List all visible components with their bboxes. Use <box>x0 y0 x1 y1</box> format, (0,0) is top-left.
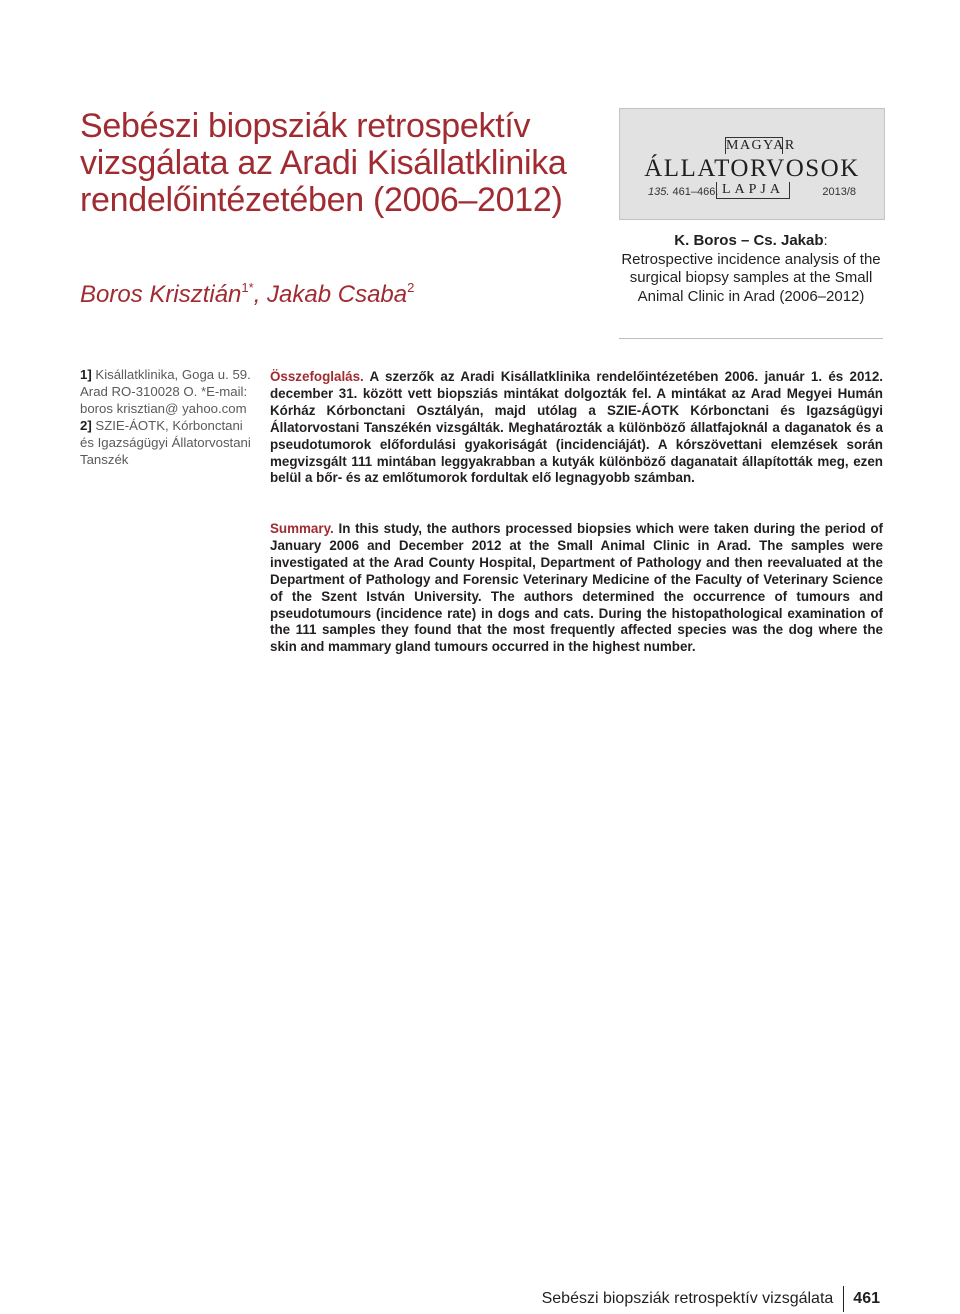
author-line <box>80 280 414 310</box>
journal-volume-pages <box>648 186 718 198</box>
journal-volume: 135. <box>648 186 670 198</box>
abstract-hungarian <box>270 369 883 487</box>
header-divider <box>619 338 883 339</box>
author-1-name: Boros Krisztián <box>80 281 242 308</box>
journal-logo-box <box>619 108 885 220</box>
affiliation-2-text: SZIE-ÁOTK, Kórbonctani és Igazságügyi Állatorvostani Tanszék <box>80 418 251 467</box>
journal-name-top: MAGYAR <box>726 138 796 153</box>
footer-divider <box>843 1286 844 1312</box>
article-title: Sebészi biopsziák retrospektív vizsgálata az Aradi Kisállatklinika rendelőintézetében (2006–2012) <box>80 107 567 219</box>
author-1-affiliation-mark: 1* <box>241 280 254 295</box>
journal-name-main: ÁLLATORVOSOK <box>644 155 860 182</box>
affiliation-1-number: 1] <box>80 367 92 382</box>
running-title: Sebészi biopsziák retrospektív vizsgálata <box>541 1290 834 1307</box>
abstract-english-text: In this study, the authors processed biopsies which were taken during the period of January 2006 and December 2012 at the Small Animal Clinic in Arad. The samples were investigated at the Arad County Hospital, Department of Pathology and then reevaluated at the Department of Pathology and Forensic Veterinary Medicine of the Faculty of Veterinary Science of the Szent István University. The authors determined the occurrence of tumours and pseudotumours (incidence rate) in dogs and cats. During the histopathological examination of the 111 samples they found that the most frequently affected species was the dog where the skin and mammary gland tumours occurred in the highest number. <box>270 521 883 655</box>
journal-name-bottom: LAPJA <box>716 182 790 199</box>
author-2-affiliation-mark: 2 <box>407 280 415 295</box>
affiliations <box>80 366 260 468</box>
abstract-english <box>270 521 883 656</box>
page-number: 461 <box>853 1290 880 1307</box>
abstract-hungarian-label: Összefoglalás. <box>270 369 364 384</box>
english-authors-colon: : <box>823 232 828 249</box>
journal-pages: 461–466. <box>672 186 719 198</box>
page-footer <box>542 1286 880 1312</box>
abstract-english-label: Summary. <box>270 521 334 536</box>
english-title: Retrospective incidence analysis of the surgical biopsy samples at the Small Animal Clinic in Arad (2006–2012) <box>621 250 881 305</box>
affiliation-1-text: Kisállatklinika, Goga u. 59. Arad RO-310028 O. *E-mail: boros krisztian@ yahoo.com <box>80 367 251 416</box>
author-separator: , <box>253 281 268 308</box>
abstract-hungarian-text: A szerzők az Aradi Kisállatklinika rendelőintézetében 2006. január 1. és 2012. december 31. között vett biopsziás mintákat dolgozták fel. A mintákat az Arad Megyei Humán Kórház Kórbonctani Osztályán, majd utólag a SZIE-ÁOTK Kórbonctani és Igazságügyi Állatorvostani Tanszékén vizsgálták. Meghatározták a különböző állatfajoknál a daganatok és a pseudotumorok előfordulási gyakoriságát (incidenciáját). A kórszövettani elemzések során megvizsgált 111 mintában leggyakrabban a kutyák különböző daganatait állapították meg, ezen belül a bőr- és az emlőtumorok fordultak elő legnagyobb számban. <box>270 369 883 486</box>
journal-issue: 2013/8 <box>822 186 856 198</box>
english-title-block <box>619 232 883 306</box>
affiliation-2-number: 2] <box>80 418 92 433</box>
affiliation-2 <box>80 417 260 468</box>
affiliation-1 <box>80 366 260 417</box>
author-2-name: Jakab Csaba <box>267 281 408 308</box>
english-authors: K. Boros – Cs. Jakab <box>674 232 824 249</box>
